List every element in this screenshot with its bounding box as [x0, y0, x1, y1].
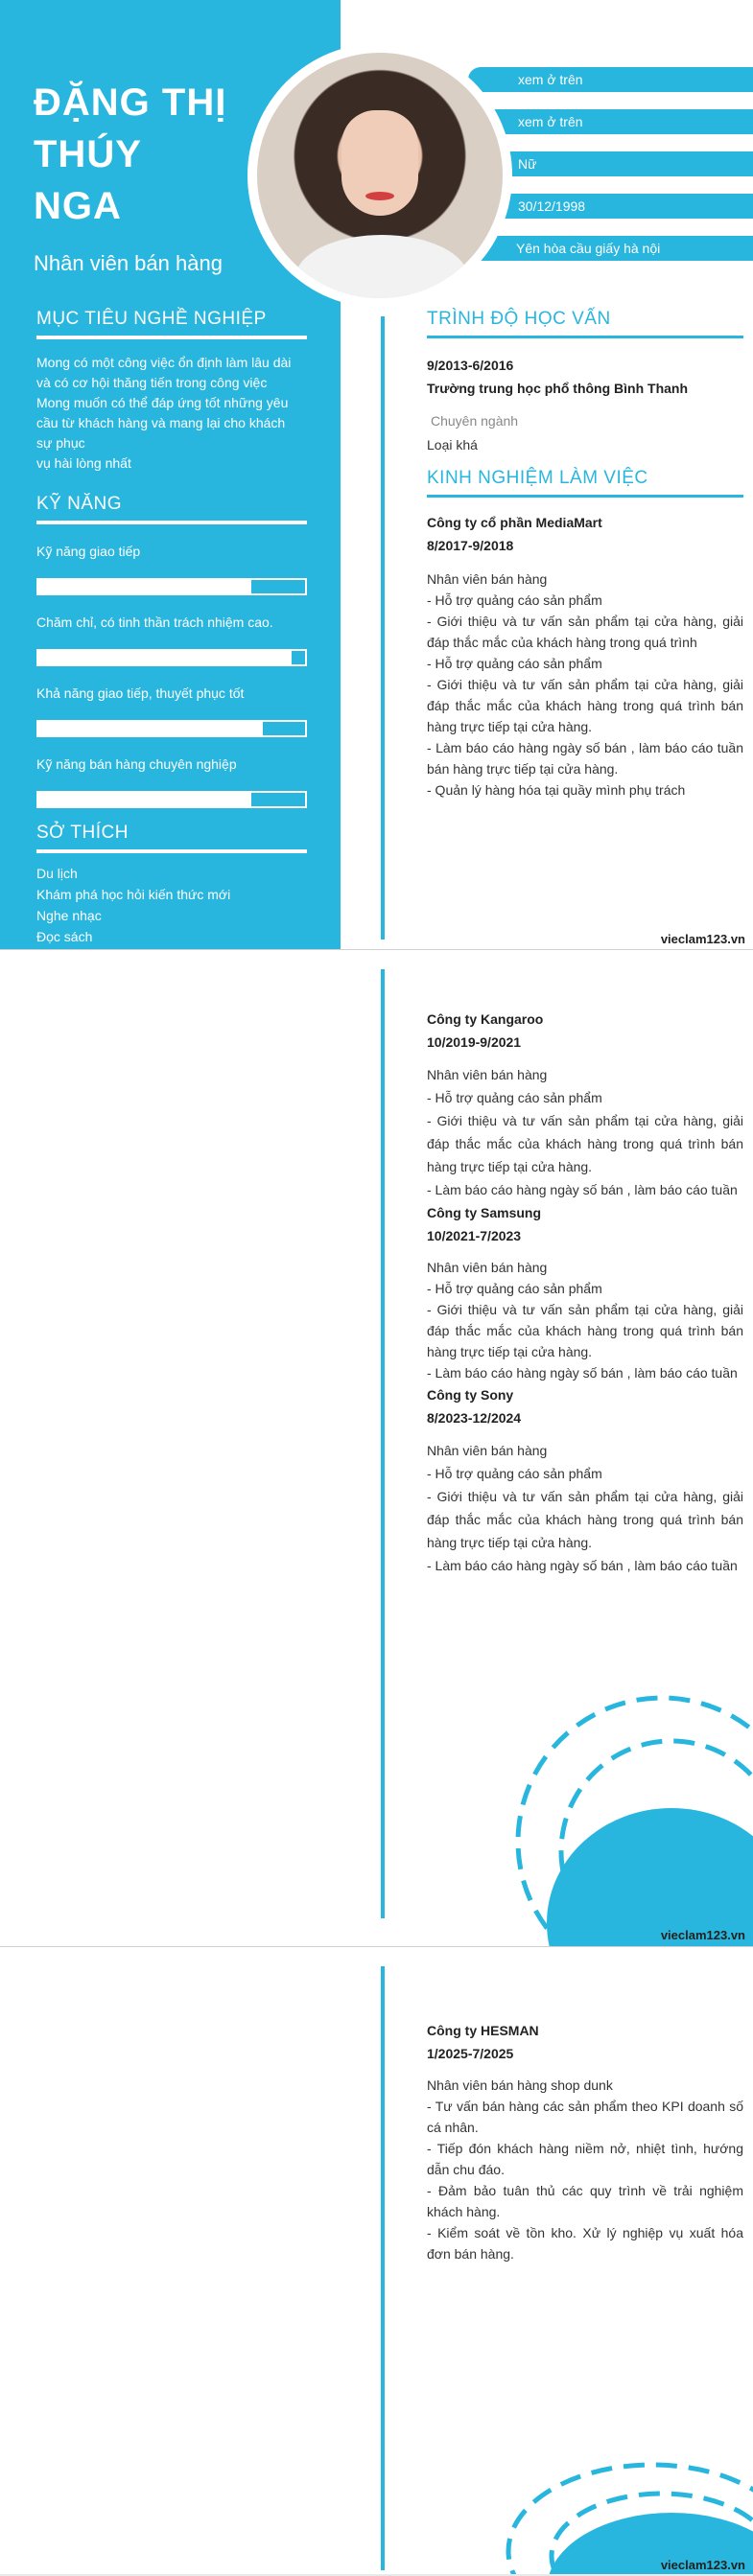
hobbies-section — [36, 823, 307, 947]
skill-bar — [36, 791, 307, 808]
job-period: 8/2017-9/2018 — [427, 538, 514, 553]
objective-text: Mong có một công việc ổn định làm lâu dài và có cơ hội thăng tiến trong công việc Mong muốn có thể đáp ứng tốt những yêu cầu từ khách hàng và mang lại cho khách sự phục vụ hài lòng nhất — [36, 355, 292, 471]
major-label: Chuyên ngành — [431, 413, 519, 429]
skill-label: Chăm chỉ, có tinh thần trách nhiệm cao. — [36, 615, 273, 630]
watermark: vieclam123.vn — [660, 2558, 745, 2572]
skill-bar — [36, 720, 307, 737]
job-description: Nhân viên bán hàng shop dunk - Tư vấn bán hàng các sản phẩm theo KPI doanh số cá nhân. - Tiếp đón khách hàng niềm nở, nhiệt tình, hướng dẫn chu đáo. - Đảm bảo tuân thủ các quy trình về trải nghiệm khách hàng. - Kiểm soát về tồn kho. Xử lý nghiệp vụ xuất hóa đơn bán hàng. — [427, 2077, 743, 2262]
company-name: Công ty Kangaroo — [427, 1011, 544, 1027]
school-name: Trường trung học phổ thông Bình Thanh — [427, 381, 689, 396]
job-period: 8/2023-12/2024 — [427, 1410, 522, 1426]
education-section — [427, 309, 743, 455]
skill-label: Kỹ năng giao tiếp — [36, 544, 141, 559]
skill-bar — [36, 578, 307, 595]
job-description: Nhân viên bán hàng - Hỗ trợ quảng cáo sản phẩm - Giới thiệu và tư vấn sản phẩm tại cửa hàng, giải đáp thắc mắc của khách hàng trong quá trình bán hàng trực tiếp tại cửa hàng. - Làm báo cáo hàng ngày số bán , làm báo cáo tuần — [427, 1067, 743, 1197]
skill-label: Kỹ năng bán hàng chuyên nghiệp — [36, 756, 237, 772]
watermark: vieclam123.vn — [660, 932, 745, 946]
gender-field: Nữ — [468, 151, 753, 176]
education-grade: Loại khá — [427, 437, 478, 453]
company-name: Công ty HESMAN — [427, 2023, 539, 2038]
timeline-divider — [381, 1966, 385, 2570]
company-name: Công ty Samsung — [427, 1205, 542, 1220]
hobbies-heading: SỞ THÍCH — [36, 823, 307, 853]
decorative-circles — [470, 2436, 753, 2574]
hobby-item: Nghe nhạc — [36, 908, 102, 923]
job-description: Nhân viên bán hàng - Hỗ trợ quảng cáo sản phẩm - Giới thiệu và tư vấn sản phẩm tại cửa hàng, giải đáp thắc mắc của khách hàng trong quá trình bán hàng trực tiếp tại cửa hàng. - Làm báo cáo hàng ngày số bán , làm báo cáo tuần — [427, 1260, 743, 1381]
decorative-circles — [470, 1679, 753, 1946]
hobby-item: Khám phá học hỏi kiến thức mới — [36, 887, 231, 902]
birthday-field: 30/12/1998 — [468, 194, 753, 219]
job-title: Nhân viên bán hàng — [34, 251, 223, 275]
education-heading: TRÌNH ĐỘ HỌC VẤN — [427, 309, 743, 338]
job-period: 1/2025-7/2025 — [427, 2046, 514, 2061]
avatar — [257, 53, 503, 298]
job-description: Nhân viên bán hàng - Hỗ trợ quảng cáo sản phẩm - Giới thiệu và tư vấn sản phẩm tại cửa hàng, giải đáp thắc mắc của khách hàng trong quá trình - Hỗ trợ quảng cáo sản phẩm - Giới thiệu và tư vấn sản phẩm tại cửa hàng, giải đáp thắc mắc của khách hàng trong quá trình bán hàng trực tiếp tại cửa hàng. - Làm báo cáo hàng ngày số bán , làm báo cáo tuần bán hàng trực tiếp tại cửa hàng. - Quản lý hàng hóa tại quầy mình phụ trách — [427, 571, 743, 798]
email-field: xem ở trên — [468, 109, 753, 134]
watermark: vieclam123.vn — [660, 1928, 745, 1942]
cv-page-3 — [0, 1946, 753, 2574]
timeline-divider — [381, 316, 385, 940]
skills-heading: KỸ NĂNG — [36, 494, 307, 524]
candidate-name: ĐẶNG THỊ THÚY NGA — [34, 81, 227, 227]
cv-page-2 — [0, 949, 753, 1946]
skills-section — [36, 494, 307, 808]
cv-page-1 — [0, 0, 753, 949]
experience-continued — [427, 2019, 743, 2264]
company-name: Công ty cổ phần MediaMart — [427, 515, 602, 530]
objective-heading: MỤC TIÊU NGHỀ NGHIỆP — [36, 309, 307, 339]
phone-field: xem ở trên — [468, 67, 753, 92]
experience-continued — [427, 1008, 743, 1577]
job-description: Nhân viên bán hàng - Hỗ trợ quảng cáo sản phẩm - Giới thiệu và tư vấn sản phẩm tại cửa hàng, giải đáp thắc mắc của khách hàng trong quá trình bán hàng trực tiếp tại cửa hàng. - Làm báo cáo hàng ngày số bán , làm báo cáo tuần — [427, 1443, 743, 1573]
company-name: Công ty Sony — [427, 1387, 514, 1403]
objective-section — [36, 309, 307, 474]
timeline-divider — [381, 969, 385, 1918]
hobby-item: Du lịch — [36, 866, 78, 881]
skill-bar — [36, 649, 307, 666]
education-period: 9/2013-6/2016 — [427, 358, 514, 373]
hobby-item: Đọc sách — [36, 929, 93, 944]
experience-heading: KINH NGHIỆM LÀM VIỆC — [427, 468, 743, 498]
job-period: 10/2019-9/2021 — [427, 1034, 522, 1050]
experience-section — [427, 468, 743, 801]
skill-label: Khả năng giao tiếp, thuyết phục tốt — [36, 685, 245, 701]
job-period: 10/2021-7/2023 — [427, 1228, 522, 1243]
address-field: Yên hòa cầu giấy hà nội — [466, 236, 753, 261]
